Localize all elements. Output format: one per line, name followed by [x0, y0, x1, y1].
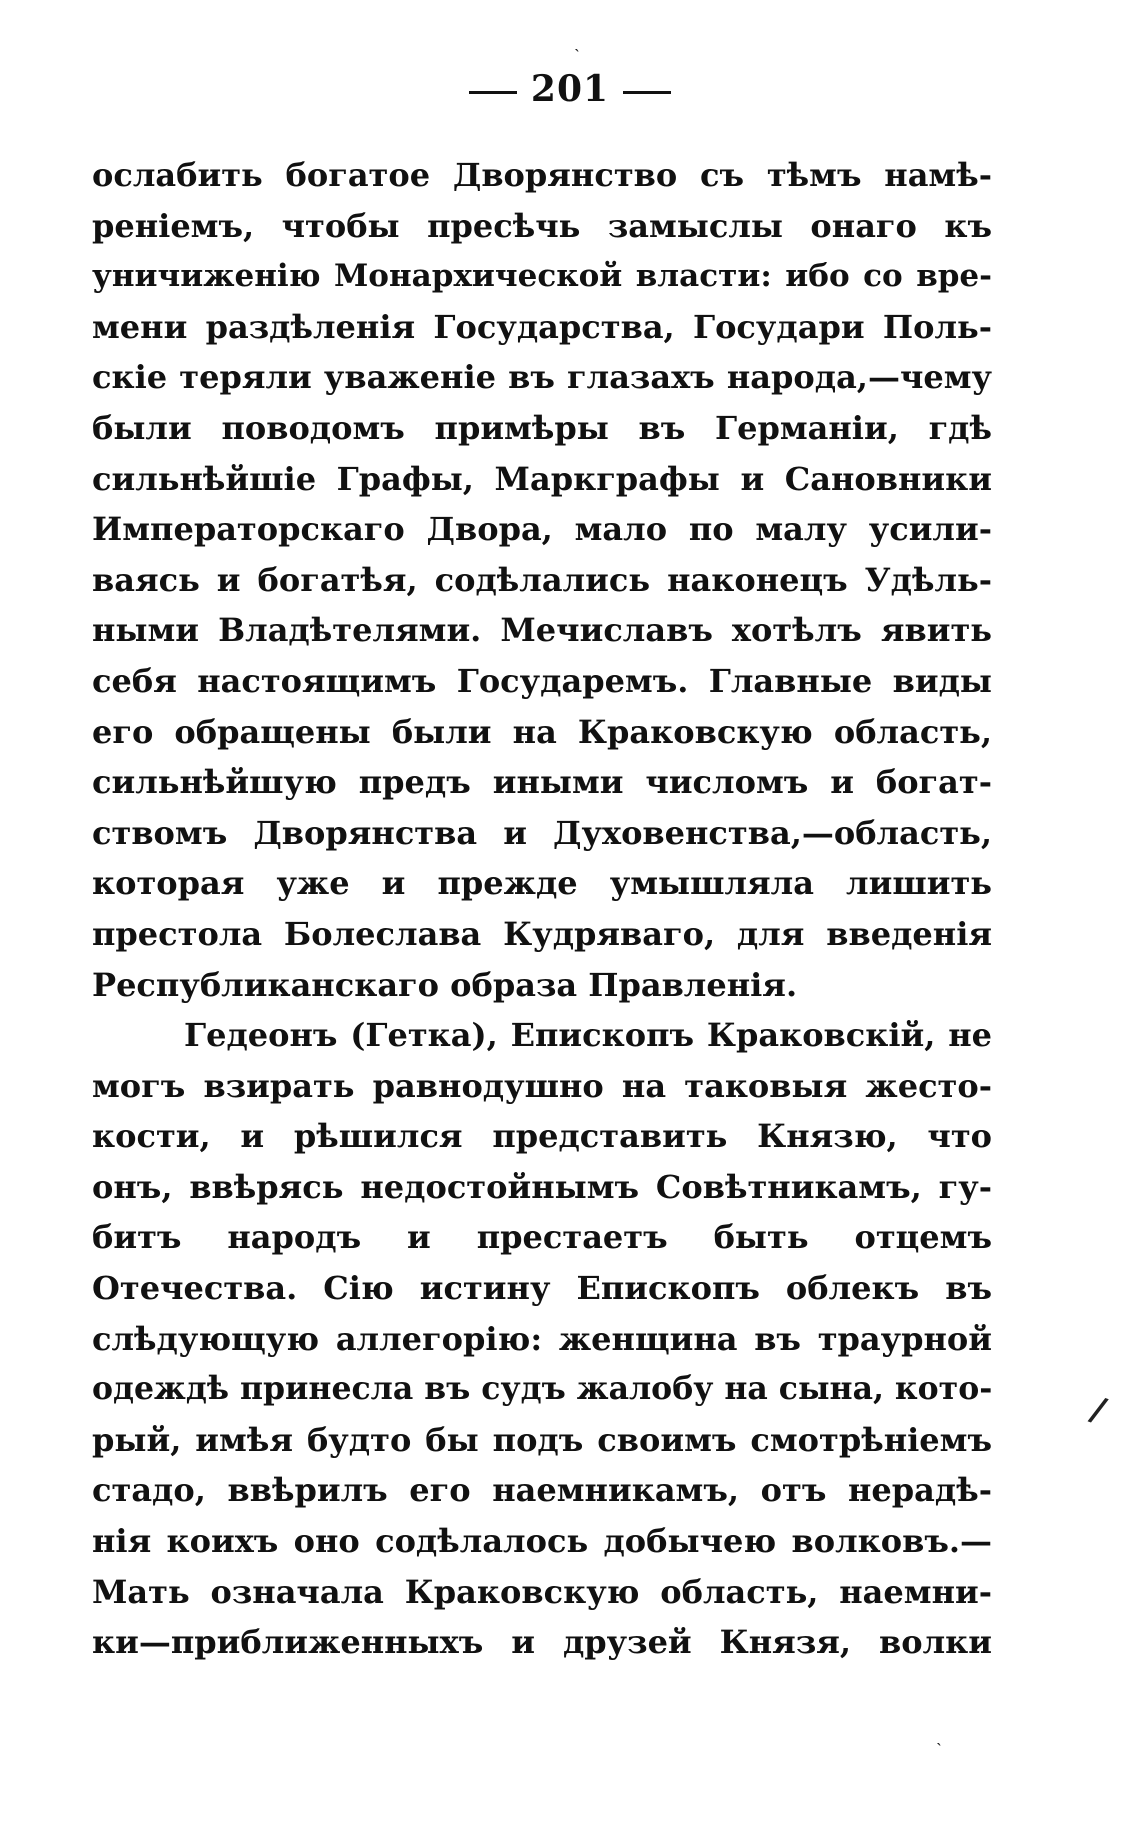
- text-line: рый, имѣя будто бы подъ своимъ смотрѣніемъ: [92, 1420, 992, 1459]
- text-line: стадо, ввѣрилъ его наемникамъ, отъ нерадѣ-: [92, 1471, 992, 1510]
- text-line: ствомъ Дворянства и Духовенства,—область,: [92, 813, 992, 852]
- right-dash: [623, 91, 671, 94]
- text-line: скіе теряли уваженіе въ глазахъ народа,—чему: [92, 358, 992, 397]
- ink-mark: /: [1085, 1389, 1111, 1431]
- text-line: Республиканскаго образа Правленія.: [92, 965, 798, 1004]
- stray-mark: ˋ: [574, 48, 581, 64]
- text-line: престола Болеслава Кудряваго, для введенія: [92, 914, 992, 953]
- body-text: [92, 150, 992, 1668]
- text-line: ки—приближенныхъ и друзей Князя, волки: [92, 1623, 992, 1662]
- paragraph-1: [92, 150, 992, 1010]
- text-line: его обращены были на Краковскую область,: [92, 712, 992, 751]
- page-number: 201: [530, 68, 610, 110]
- text-line: Императорскаго Двора, мало по малу усили-: [92, 510, 992, 549]
- text-line: реніемъ, чтобы пресѣчь замыслы онаго къ: [92, 206, 992, 245]
- text-line: мени раздѣленія Государства, Государи Поль-: [92, 307, 992, 346]
- paragraph-2: [92, 1010, 992, 1668]
- text-line: Мать означала Краковскую область, наемни-: [92, 1572, 992, 1611]
- text-line: себя настоящимъ Государемъ. Главные виды: [92, 661, 992, 700]
- text-line: ваясь и богатѣя, содѣлались наконецъ Удѣль-: [92, 560, 992, 599]
- text-line: которая уже и прежде умышляла лишить: [92, 864, 992, 903]
- text-line: одеждѣ принесла въ судъ жалобу на сына, кото-: [92, 1370, 993, 1408]
- text-line: нія коихъ оно содѣлалось добычею волковъ.—: [92, 1522, 992, 1561]
- text-line: кости, и рѣшился представить Князю, что: [92, 1117, 992, 1156]
- text-line: Отечества. Сію истину Епископъ облекъ въ: [92, 1269, 992, 1308]
- page-header: [0, 68, 1140, 110]
- text-line: могъ взирать равнодушно на таковыя жесто-: [92, 1066, 992, 1105]
- stray-mark: ˋ: [936, 1742, 943, 1758]
- text-line: онъ, ввѣрясь недостойнымъ Совѣтникамъ, гу-: [92, 1167, 992, 1206]
- text-line: битъ народъ и престаетъ быть отцемъ: [92, 1218, 992, 1257]
- text-line: были поводомъ примѣры въ Германіи, гдѣ: [92, 408, 992, 447]
- text-line: ными Владѣтелями. Мечиславъ хотѣлъ явить: [92, 611, 992, 650]
- text-line: уничиженію Монархической власти: ибо со вре-: [92, 258, 992, 295]
- text-line: Гедеонъ (Гетка), Епископъ Краковскій, не: [184, 1016, 992, 1055]
- text-line: сильнѣйшіе Графы, Маркграфы и Сановники: [92, 459, 992, 498]
- text-line: сильнѣйшую предъ иными числомъ и богат-: [92, 763, 992, 802]
- text-line: слѣдующую аллегорію: женщина въ траурной: [92, 1319, 992, 1358]
- text-line: ослабить богатое Дворянство съ тѣмъ намѣ-: [92, 156, 992, 194]
- left-dash: [469, 91, 517, 94]
